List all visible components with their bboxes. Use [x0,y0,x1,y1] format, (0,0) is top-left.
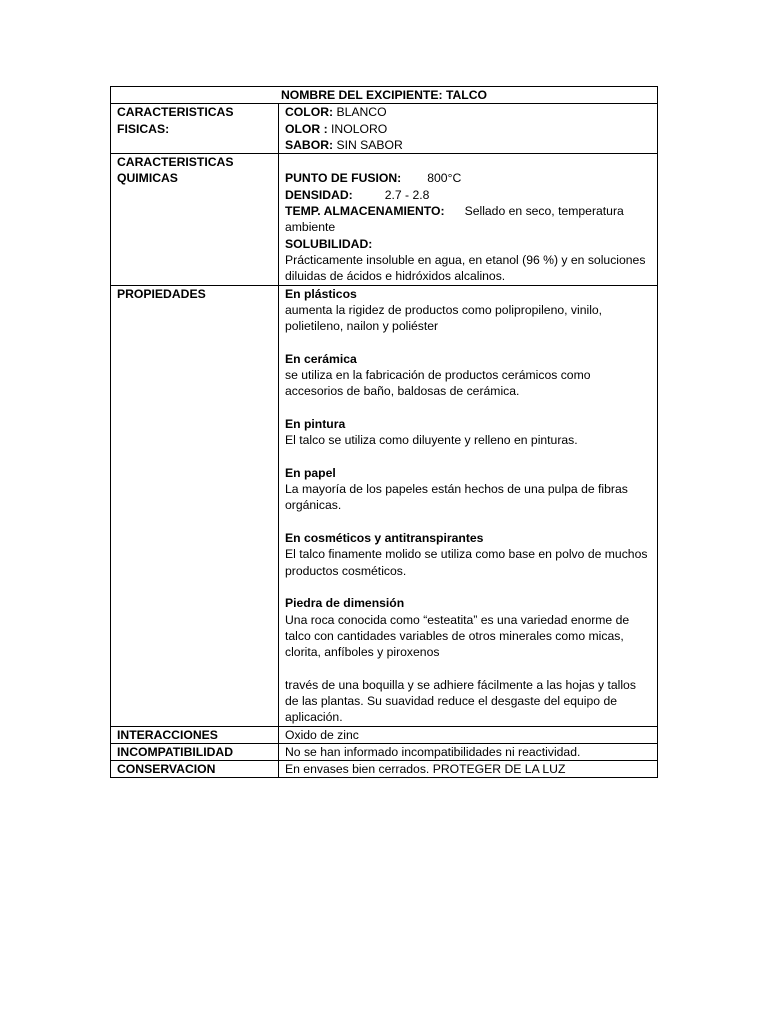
density-line [285,187,651,203]
spacer [285,579,651,595]
conservation-label: CONSERVACION [111,761,279,778]
section-text-paint: El talco se utiliza como diluyente y relleno en pinturas. [285,433,578,448]
incompatibility-value: No se han informado incompatibilidades ni reactividad. [279,743,658,760]
incompatibility-row [111,743,658,760]
properties-label: PROPIEDADES [111,285,279,726]
melting-point-label: PUNTO DE FUSION: [285,171,402,186]
density-value: 2.7 - 2.8 [384,187,430,202]
spacer [285,400,651,416]
spacer [285,449,651,465]
spacer [285,660,651,676]
odor-line [285,121,651,137]
odor-value: INOLORO [331,121,388,136]
storage-value: Sellado en seco, temperatura ambiente [285,204,624,235]
chemical-row [111,154,658,285]
section-title-ceramics: En cerámica [285,351,357,366]
section-text-ceramics: se utiliza en la fabricación de productos cerámicos como accesorios de baño, baldosas de cerámica. [285,368,591,399]
section-text-paper: La mayoría de los papeles están hechos de una pulpa de fibras orgánicas. [285,482,628,513]
solubility-label: SOLUBILIDAD: [285,236,373,251]
section-title-cosmetics: En cosméticos y antitranspirantes [285,531,484,546]
taste-line [285,137,651,153]
title-row [111,87,658,104]
conservation-row [111,761,658,778]
table-title: NOMBRE DEL EXCIPIENTE: TALCO [111,87,658,104]
color-label: COLOR: [285,105,334,120]
properties-row [111,285,658,726]
color-line [285,104,651,120]
section-text-cosmetics: El talco finamente molido se utiliza como base en polvo de muchos productos cosméticos. [285,547,648,578]
solubility-value: Prácticamente insoluble en agua, en etanol (96 %) y en soluciones diluidas de ácidos e hidróxidos alcalinos. [285,252,646,284]
color-value: BLANCO [336,105,387,120]
conservation-value: En envases bien cerrados. PROTEGER DE LA LUZ [279,761,658,778]
interactions-row [111,726,658,743]
melting-point-line [285,170,651,186]
spacer [285,334,651,350]
chemical-label-line2: QUIMICAS [117,171,178,186]
taste-value: SIN SABOR [336,137,403,152]
chemical-label-line1: CARACTERISTICAS [117,155,234,170]
spacer [285,514,651,530]
spacer [285,154,651,170]
storage-line [285,203,651,236]
storage-label: TEMP. ALMACENAMIENTO: [285,204,445,219]
physical-row [111,104,658,154]
taste-label: SABOR: [285,137,334,152]
section-text-dimension-stone: Una roca conocida como “esteatita” es una variedad enorme de talco con cantidades variables de otros minerales como micas, clorita, anfíboles y piroxenos [285,612,630,660]
density-label: DENSIDAD: [285,187,353,202]
properties-values [279,285,658,726]
excipient-table [110,86,658,778]
incompatibility-label: INCOMPATIBILIDAD [111,743,279,760]
extra-text: través de una boquilla y se adhiere fácilmente a las hojas y tallos de las plantas. Su suavidad reduce el desgaste del equipo de aplicación. [285,677,636,725]
section-title-plastics: En plásticos [285,286,357,301]
section-title-dimension-stone: Piedra de dimensión [285,596,405,611]
interactions-label: INTERACCIONES [111,726,279,743]
section-text-plastics: aumenta la rigidez de productos como polipropileno, vinilo, polietileno, nailon y poliéster [285,302,603,334]
section-title-paper: En papel [285,465,336,480]
physical-values [279,104,658,154]
section-title-paint: En pintura [285,416,346,431]
interactions-value: Oxido de zinc [279,726,658,743]
chemical-label [111,154,279,285]
melting-point-value: 800°C [427,171,462,186]
odor-label: OLOR : [285,121,328,136]
chemical-values [279,154,658,285]
physical-label: CARACTERISTICAS FISICAS: [111,104,279,154]
